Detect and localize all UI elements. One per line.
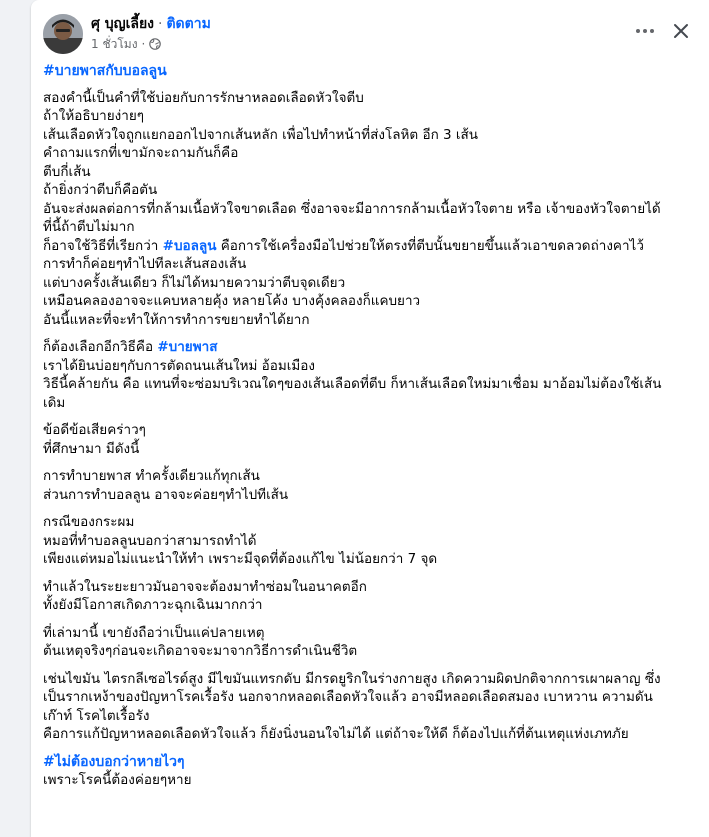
- author-line: [91, 15, 211, 33]
- text-line: เก๊าท์ โรคไตเรื้อรัง: [43, 707, 150, 724]
- paragraph-closing: [43, 753, 703, 790]
- text-line: การทำบายพาส ทำครั้งเดียวแก้ทุกเส้น: [43, 468, 260, 484]
- close-icon: [673, 23, 689, 39]
- author-avatar[interactable]: [43, 14, 83, 54]
- text-line: อันจะส่งผลต่อการที่กล้ามเนื้อหัวใจขาดเลือด ซึ่งอาจจะมีอาการกล้ามเนื้อหัวใจตาย หรือ เจ้าของหัวใจตายได้: [43, 200, 661, 217]
- text-line: เพราะโรคนี้ต้องค่อยๆหาย: [43, 772, 192, 788]
- text-line: ทั้งยังมีโอกาสเกิดภาวะฉุกเฉินมากกว่า: [43, 597, 263, 613]
- text-line: เหมือนคลองอาจจะแคบหลายคุ้ง หลายโค้ง บางคุ้งคลองก็แคบยาว: [43, 293, 421, 309]
- text-line: ตีบกี่เส้น: [43, 163, 91, 180]
- hashtag-heading: [43, 62, 703, 81]
- text-line: อันนี้แหละที่จะทำให้การทำการขยายทำได้ยาก: [43, 311, 310, 328]
- text-line: สองคำนี้เป็นคำที่ใช้บ่อยกับการรักษาหลอดเลือดหัวใจตีบ: [43, 89, 364, 106]
- separator-dot: ·: [157, 16, 163, 32]
- follow-button[interactable]: ติดตาม: [166, 16, 211, 32]
- more-options-button[interactable]: [631, 17, 659, 45]
- hashtag-not-say-get-well[interactable]: #ไม่ต้องบอกว่าหายไวๆ: [43, 753, 185, 770]
- paragraph-comparison: [43, 467, 703, 504]
- post-content: [43, 62, 703, 799]
- meta-separator: ·: [141, 37, 146, 51]
- balloon-text-post: คือการใช้เครื่องมือไปช่วยให้ตรงที่ตีบนั้นขยายขึ้นแล้วเอาขดลวดถ่างคาไว้: [216, 237, 644, 254]
- text-line: เป็นรากเหง้าของปัญหาโรคเรื้อรัง นอกจากหลอดเลือดหัวใจแล้ว อาจมีหลอดเลือดสมอง เบาหวาน ความดัน: [43, 689, 653, 705]
- text-line: กรณีของกระผม: [43, 514, 135, 530]
- hashtag-bypass[interactable]: #บายพาส: [157, 339, 218, 355]
- hashtag-balloon[interactable]: #บอลลูน: [162, 237, 217, 254]
- paragraph-bypass: [43, 338, 703, 412]
- post-header: [31, 0, 709, 62]
- hashtag-bypass-balloon[interactable]: #บายพาสกับบอลลูน: [43, 63, 167, 79]
- text-line: การทำก็ค่อยๆทำไปทีละเส้นสองเส้น: [43, 256, 247, 272]
- paragraph-intro: [43, 89, 703, 330]
- text-line: คำถามแรกที่เขามักจะถามกันก็คือ: [43, 145, 239, 161]
- text-line: ข้อดีข้อเสียคร่าวๆ: [43, 422, 146, 438]
- text-line: ถ้ายิ่งกว่าตีบก็คือตัน: [43, 182, 158, 198]
- text-line: ที่ศึกษามา มีดังนี้: [43, 440, 140, 457]
- text-line-bypass: [43, 338, 703, 357]
- text-line: หมอที่ทำบอลลูนบอกว่าสามารถทำได้: [43, 532, 257, 549]
- bypass-text-pre: ก็ต้องเลือกอีกวิธีคือ: [43, 339, 158, 355]
- balloon-text-pre: ก็อาจใช้วิธีที่เรียกว่า: [43, 237, 163, 254]
- text-line: ที่นี้ถ้าตีบไม่มาก: [43, 219, 135, 235]
- paragraph-my-case: [43, 513, 703, 569]
- text-line: ทำแล้วในระยะยาวมันอาจจะต้องมาทำซ่อมในอนาคตอีก: [43, 578, 367, 595]
- text-line: ส่วนการทำบอลลูน อาจจะค่อยๆทำไปทีเส้น: [43, 486, 289, 503]
- text-line: เราได้ยินบ่อยๆกับการตัดถนนเส้นใหม่ อ้อมเมือง: [43, 357, 315, 374]
- text-line: แต่บางครั้งเส้นเดียว ก็ไม่ได้หมายความว่าตีบจุดเดียว: [43, 274, 346, 291]
- post-time[interactable]: 1 ชั่วโมง: [91, 37, 138, 51]
- close-button[interactable]: [667, 17, 695, 45]
- text-line-hashtag-end: [43, 753, 703, 772]
- text-line: ต้นเหตุจริงๆก่อนจะเกิดอาจจะมาจากวิธีการดำเนินชีวิต: [43, 643, 358, 659]
- globe-icon[interactable]: [149, 38, 161, 50]
- text-line: ถ้าให้อธิบายง่ายๆ: [43, 108, 144, 124]
- more-horizontal-icon: [635, 28, 655, 34]
- text-line-balloon: [43, 237, 703, 256]
- text-line: วิธีนี้คล้ายกัน คือ แทนที่จะซ่อมบริเวณใดๆของเส้นเลือดที่ตีบ ก็หาเส้นเลือดใหม่มาเชื่อม มาอ้อมไม่ต้องใช้เส้น: [43, 376, 662, 392]
- text-line: เพียงแต่หมอไม่แนะนำให้ทำ เพราะมีจุดที่ต้องแก้ไข ไม่น้อยกว่า 7 จุด: [43, 551, 438, 567]
- text-line: เช่นไขมัน ไตรกลีเซอไรด์สูง มีไขมันแทรกดับ มีกรดยูริกในร่างกายสูง เกิดความผิดปกติจากการเผาผลาญ ซึ่ง: [43, 670, 661, 687]
- author-name[interactable]: ศุ บุญเลี้ยง: [91, 16, 154, 32]
- post-meta: [91, 36, 161, 52]
- text-line: คือการแก้ปัญหาหลอดเลือดหัวใจแล้ว ก็ยังนิ่งนอนใจไม่ได้ แต่ถ้าจะให้ดี ก็ต้องไปแก้ที่ต้นเหตุแห่งเภทภัย: [43, 726, 629, 742]
- post-card: [31, 0, 709, 837]
- paragraph-root-cause: [43, 624, 703, 661]
- avatar-photo: [43, 14, 83, 54]
- text-line: ที่เล่ามานี้ เขายังถือว่าเป็นแค่ปลายเหตุ: [43, 624, 265, 641]
- paragraph-lifestyle: [43, 670, 703, 744]
- paragraph-long-term: [43, 578, 703, 615]
- paragraph-pros-cons: [43, 421, 703, 458]
- text-line: เส้นเลือดหัวใจถูกแยกออกไปจากเส้นหลัก เพื่อไปทำหน้าที่ส่งโลหิต อีก 3 เส้น: [43, 126, 479, 143]
- text-line: เดิม: [43, 394, 66, 411]
